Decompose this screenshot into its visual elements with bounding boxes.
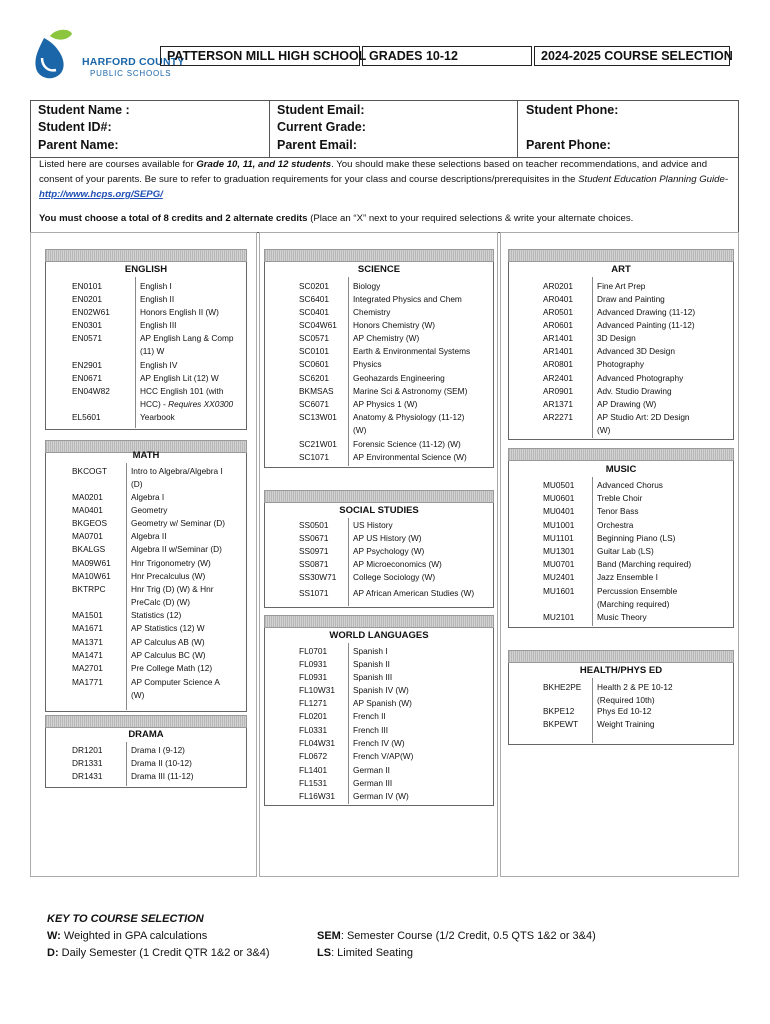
- course-name: German II: [353, 765, 390, 775]
- course-code[interactable]: MA1771: [72, 677, 103, 687]
- course-name: Integrated Physics and Chem: [353, 294, 462, 304]
- course-code[interactable]: AR0401: [543, 294, 573, 304]
- course-name: Tenor Bass: [597, 506, 639, 516]
- logo-text-main: HARFORD COUNTY: [82, 56, 185, 68]
- course-code[interactable]: FL0701: [299, 646, 328, 656]
- course-name: Advanced Drawing (11-12): [597, 307, 696, 317]
- parent-email-field[interactable]: Parent Email:: [277, 138, 357, 152]
- course-name: Spanish IV (W): [353, 685, 409, 695]
- course-name: Phys Ed 10-12: [597, 706, 652, 716]
- course-name: AP Physics 1 (W): [353, 399, 418, 409]
- course-code[interactable]: SC13W01: [299, 412, 337, 422]
- current-grade-field[interactable]: Current Grade:: [277, 120, 366, 134]
- course-code[interactable]: EN04W82: [72, 386, 110, 396]
- student-name-field[interactable]: Student Name :: [38, 103, 130, 117]
- course-code[interactable]: BKALGS: [72, 544, 106, 554]
- course-name: Band (Marching required): [597, 559, 692, 569]
- health-header-bar: [508, 650, 734, 663]
- logo-text-sub: PUBLIC SCHOOLS: [90, 69, 172, 78]
- course-name: Intro to Algebra/Algebra I (D): [131, 466, 223, 490]
- music-title: MUSIC: [605, 464, 637, 475]
- course-code[interactable]: MA09W61: [72, 558, 111, 568]
- english-title: ENGLISH: [124, 264, 168, 275]
- health-title: HEALTH/PHYS ED: [579, 665, 663, 676]
- course-code[interactable]: MU0701: [543, 559, 575, 569]
- course-code[interactable]: EN0571: [72, 333, 102, 343]
- course-code[interactable]: AR2401: [543, 373, 573, 383]
- course-name: Hnr Precalculus (W): [131, 571, 206, 581]
- course-name: Beginning Piano (LS): [597, 533, 676, 543]
- course-code[interactable]: FL10W31: [299, 685, 335, 695]
- course-name: Music Theory: [597, 612, 647, 622]
- school-name: PATTERSON MILL HIGH SCHOOL: [160, 46, 360, 66]
- course-code[interactable]: BKTRPC: [72, 584, 106, 594]
- course-code[interactable]: FL04W31: [299, 738, 335, 748]
- course-code[interactable]: DR1201: [72, 745, 103, 755]
- key-daily: D: Daily Semester (1 Credit QTR 1&2 or 3&4): [47, 947, 270, 959]
- course-code[interactable]: BKPEWT: [543, 719, 579, 729]
- course-code[interactable]: EL5601: [72, 412, 101, 422]
- course-code[interactable]: EN0301: [72, 320, 102, 330]
- art-section: [508, 262, 734, 440]
- logo-drop-icon: [30, 28, 80, 86]
- course-code[interactable]: SS1071: [299, 588, 329, 598]
- course-name: Forensic Science (11-12) (W): [353, 439, 461, 449]
- course-code[interactable]: MU1001: [543, 520, 575, 530]
- parent-name-field[interactable]: Parent Name:: [38, 138, 119, 152]
- course-code[interactable]: FL0331: [299, 725, 328, 735]
- instructions-text: Listed here are courses available for Grade 10, 11, and 12 students. You should make these selections based on teacher recommendations, and advice and consent of your parents. Be sure to refer to graduation requirements for your class and course descriptions/prerequisites in the Student Education Planning Guide- http://www.hcps.org/SEPG/: [39, 159, 729, 200]
- course-code[interactable]: AR0201: [543, 281, 573, 291]
- course-name: Treble Choir: [597, 493, 643, 503]
- course-name: Algebra II: [131, 531, 167, 541]
- key-title: KEY TO COURSE SELECTION: [47, 913, 204, 925]
- course-name: Geometry w/ Seminar (D): [131, 518, 226, 528]
- course-code[interactable]: SC0101: [299, 346, 329, 356]
- course-code[interactable]: SS0501: [299, 520, 329, 530]
- course-code[interactable]: SC0201: [299, 281, 329, 291]
- course-name: Anatomy & Physiology (11-12) (W): [353, 412, 465, 436]
- course-code[interactable]: MA10W61: [72, 571, 111, 581]
- course-code[interactable]: BKPE12: [543, 706, 575, 716]
- world-header-bar: [264, 615, 494, 628]
- world-title: WORLD LANGUAGES: [329, 630, 429, 641]
- course-name: Guitar Lab (LS): [597, 546, 654, 556]
- course-code[interactable]: MA0201: [72, 492, 103, 502]
- course-name: College Sociology (W): [353, 572, 436, 582]
- world-section: [264, 628, 494, 806]
- parent-phone-field[interactable]: Parent Phone:: [526, 138, 611, 152]
- course-name: AP Calculus BC (W): [131, 650, 206, 660]
- course-code[interactable]: SC0601: [299, 359, 329, 369]
- course-name: Geohazards Engineering: [353, 373, 445, 383]
- course-name: AP US History (W): [353, 533, 422, 543]
- course-code[interactable]: SC0571: [299, 333, 329, 343]
- course-name: AP Calculus AB (W): [131, 637, 205, 647]
- course-code[interactable]: DR1331: [72, 758, 103, 768]
- course-code[interactable]: FL0931: [299, 659, 328, 669]
- social-header-bar: [264, 490, 494, 503]
- course-code[interactable]: MA1371: [72, 637, 103, 647]
- course-code[interactable]: FL16W31: [299, 791, 335, 801]
- course-code[interactable]: MA2701: [72, 663, 103, 673]
- health-section: [508, 663, 734, 745]
- course-code[interactable]: AR1401: [543, 346, 573, 356]
- course-code[interactable]: SS0871: [299, 559, 329, 569]
- course-code[interactable]: AR0501: [543, 307, 573, 317]
- course-code[interactable]: SC21W01: [299, 439, 337, 449]
- course-name: Photography: [597, 359, 645, 369]
- science-title: SCIENCE: [357, 264, 401, 275]
- course-name: English I: [140, 281, 172, 291]
- course-name: Honors Chemistry (W): [353, 320, 436, 330]
- course-name: English IV: [140, 360, 178, 370]
- selection-year: 2024-2025 COURSE SELECTION: [534, 46, 730, 66]
- course-name: Fine Art Prep: [597, 281, 646, 291]
- course-code[interactable]: AR0601: [543, 320, 573, 330]
- course-name: AP Microeconomics (W): [353, 559, 442, 569]
- key-weighted: W: Weighted in GPA calculations: [47, 930, 208, 942]
- course-name: Advanced Chorus: [597, 480, 663, 490]
- course-name: AP Studio Art: 2D Design (W): [597, 412, 690, 436]
- course-code[interactable]: MA1471: [72, 650, 103, 660]
- course-code[interactable]: MA1501: [72, 610, 103, 620]
- course-code[interactable]: AR0901: [543, 386, 573, 396]
- course-name: Spanish I: [353, 646, 388, 656]
- key-semester: SEM: Semester Course (1/2 Credit, 0.5 QTS 1&2 or 3&4): [317, 930, 596, 942]
- course-code[interactable]: BKMSAS: [299, 386, 334, 396]
- sepg-link[interactable]: http://www.hcps.org/SEPG/: [39, 189, 163, 200]
- course-name: US History: [353, 520, 393, 530]
- course-name: Statistics (12): [131, 610, 182, 620]
- course-code[interactable]: MU1301: [543, 546, 575, 556]
- course-name: AP Spanish (W): [353, 698, 412, 708]
- social-section: [264, 503, 494, 608]
- course-code[interactable]: AR1401: [543, 333, 573, 343]
- course-name: English II: [140, 294, 175, 304]
- course-code[interactable]: FL0201: [299, 711, 328, 721]
- course-name: AP Computer Science A (W): [131, 677, 220, 701]
- course-name: Chemistry: [353, 307, 391, 317]
- course-name: AP African American Studies (W): [353, 588, 475, 598]
- drama-header-bar: [45, 715, 247, 728]
- course-code[interactable]: MU0401: [543, 506, 575, 516]
- course-code[interactable]: SC6201: [299, 373, 329, 383]
- course-code[interactable]: SC04W61: [299, 320, 337, 330]
- course-code[interactable]: EN0201: [72, 294, 102, 304]
- math-title: MATH: [132, 450, 160, 461]
- course-code[interactable]: SC6401: [299, 294, 329, 304]
- course-name: Weight Training: [597, 719, 655, 729]
- music-header-bar: [508, 448, 734, 461]
- course-code[interactable]: MU2101: [543, 612, 575, 622]
- course-code[interactable]: MU2401: [543, 572, 575, 582]
- grades-label: GRADES 10-12: [362, 46, 532, 66]
- course-name: Physics: [353, 359, 382, 369]
- course-code[interactable]: EN2901: [72, 360, 102, 370]
- student-email-field[interactable]: Student Email:: [277, 103, 365, 117]
- drama-title: DRAMA: [128, 729, 164, 740]
- math-section: [45, 450, 247, 712]
- course-name: Drama III (11-12): [131, 771, 194, 781]
- science-section: [264, 262, 494, 468]
- course-name: AP Drawing (W): [597, 399, 657, 409]
- course-name: Drama II (10-12): [131, 758, 192, 768]
- course-name: German IV (W): [353, 791, 409, 801]
- course-name: Yearbook: [140, 412, 175, 422]
- course-code[interactable]: MU1101: [543, 533, 574, 543]
- course-name: English III: [140, 320, 177, 330]
- course-name: Health 2 & PE 10-12 (Required 10th): [597, 682, 673, 706]
- course-code[interactable]: SS0971: [299, 546, 329, 556]
- course-code[interactable]: MA0701: [72, 531, 103, 541]
- course-code[interactable]: EN0671: [72, 373, 102, 383]
- course-code[interactable]: AR2271: [543, 412, 573, 422]
- course-name: Drama I (9-12): [131, 745, 185, 755]
- course-name: Advanced Photography: [597, 373, 684, 383]
- student-id-field[interactable]: Student ID#:: [38, 120, 112, 134]
- course-name: Geometry: [131, 505, 168, 515]
- course-code[interactable]: MA1671: [72, 623, 103, 633]
- course-name: Spanish II: [353, 659, 390, 669]
- course-name: Algebra II w/Seminar (D): [131, 544, 222, 554]
- music-section: [508, 461, 734, 628]
- course-name: Honors English II (W): [140, 307, 219, 317]
- student-phone-field[interactable]: Student Phone:: [526, 103, 619, 117]
- course-code[interactable]: MU0601: [543, 493, 575, 503]
- course-code[interactable]: SC6071: [299, 399, 329, 409]
- course-name: French V/AP(W): [353, 751, 414, 761]
- credit-requirement: You must choose a total of 8 credits and 2 alternate credits (Place an “X” next to your required selections & write your alternate choices.: [39, 213, 634, 224]
- key-limited: LS: Limited Seating: [317, 947, 413, 959]
- course-name: Jazz Ensemble I: [597, 572, 658, 582]
- course-name: HCC English 101 (with HCC) - Requires XX0300: [140, 386, 234, 410]
- course-code[interactable]: SC1071: [299, 452, 329, 462]
- course-name: Percussion Ensemble (Marching required): [597, 586, 678, 610]
- english-header-bar: [45, 249, 247, 262]
- course-name: Advanced 3D Design: [597, 346, 675, 356]
- course-name: 3D Design: [597, 333, 636, 343]
- course-name: Algebra I: [131, 492, 165, 502]
- course-code[interactable]: AR1371: [543, 399, 573, 409]
- course-code[interactable]: MU0501: [543, 480, 575, 490]
- course-code[interactable]: FL1401: [299, 765, 328, 775]
- social-title: SOCIAL STUDIES: [339, 505, 419, 516]
- course-code[interactable]: DR1431: [72, 771, 103, 781]
- course-code[interactable]: FL0931: [299, 672, 328, 682]
- course-name: Biology: [353, 281, 381, 291]
- course-code[interactable]: MU1601: [543, 586, 575, 596]
- course-name: Earth & Environmental Systems: [353, 346, 471, 356]
- course-name: AP Statistics (12) W: [131, 623, 205, 633]
- course-code[interactable]: EN0101: [72, 281, 102, 291]
- art-header-bar: [508, 249, 734, 262]
- course-name: Pre College Math (12): [131, 663, 213, 673]
- course-name: Spanish III: [353, 672, 393, 682]
- course-name: French IV (W): [353, 738, 405, 748]
- science-header-bar: [264, 249, 494, 262]
- course-name: German III: [353, 778, 393, 788]
- course-name: Marine Sci & Astronomy (SEM): [353, 386, 468, 396]
- course-code[interactable]: EN02W61: [72, 307, 110, 317]
- course-code[interactable]: AR0801: [543, 359, 573, 369]
- course-code[interactable]: FL1271: [299, 698, 328, 708]
- course-name: AP Chemistry (W): [353, 333, 420, 343]
- course-name: AP English Lang & Comp (11) W: [140, 333, 234, 357]
- course-name: AP Environmental Science (W): [353, 452, 467, 462]
- english-section: [45, 262, 247, 430]
- course-name: Hnr Trig (D) (W) & Hnr PreCalc (D) (W): [131, 584, 214, 608]
- student-info-box: [30, 100, 739, 233]
- course-code[interactable]: SS30W71: [299, 572, 337, 582]
- course-code[interactable]: BKGEOS: [72, 518, 108, 528]
- art-title: ART: [611, 264, 631, 275]
- course-name: AP Psychology (W): [353, 546, 425, 556]
- course-code[interactable]: MA0401: [72, 505, 103, 515]
- course-name: AP English Lit (12) W: [140, 373, 219, 383]
- course-code[interactable]: BKHE2PE: [543, 682, 582, 692]
- course-name: Draw and Painting: [597, 294, 665, 304]
- course-code[interactable]: SS0671: [299, 533, 329, 543]
- course-name: French II: [353, 711, 386, 721]
- course-name: French III: [353, 725, 389, 735]
- course-code[interactable]: FL1531: [299, 778, 328, 788]
- district-logo: [30, 28, 185, 86]
- course-code[interactable]: SC0401: [299, 307, 329, 317]
- course-code[interactable]: FL0672: [299, 751, 328, 761]
- course-name: Orchestra: [597, 520, 634, 530]
- course-code[interactable]: BKCOGT: [72, 466, 108, 476]
- course-name: Advanced Painting (11-12): [597, 320, 695, 330]
- course-name: Adv. Studio Drawing: [597, 386, 672, 396]
- course-name: Hnr Trigonometry (W): [131, 558, 211, 568]
- drama-section: [45, 728, 247, 788]
